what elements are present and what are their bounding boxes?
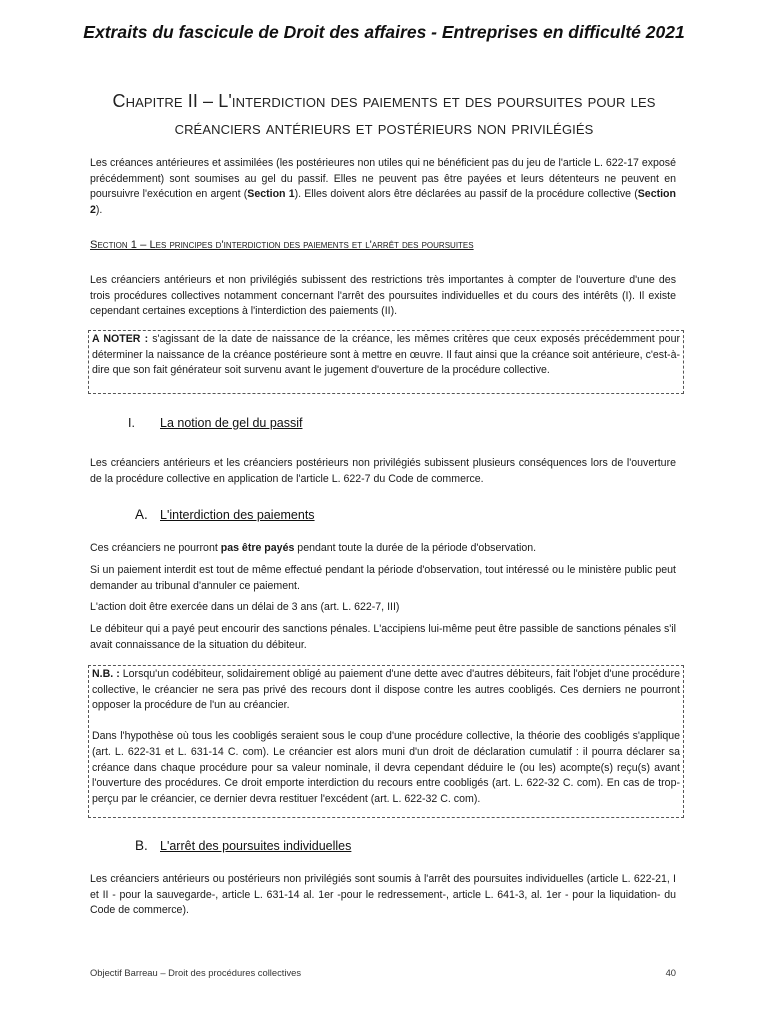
sub-a-paragraph-4: Le débiteur qui a payé peut encourir des sanctions pénales. L'accipiens lui-même peut être passible de sanctions pénales s'il avait connaissance de la situation du débiteur.	[90, 623, 676, 651]
page-number: 40	[665, 967, 676, 978]
part-1-heading: I. La notion de gel du passif	[128, 416, 303, 430]
sub-b-heading: B. L'arrêt des poursuites individuelles	[135, 838, 352, 853]
sub-a-paragraph-1: Ces créanciers ne pourront pas être payés pendant toute la durée de la période d'observation.	[90, 542, 537, 554]
note-box-nb	[88, 665, 684, 818]
running-header: Extraits du fascicule de Droit des affaires - Entreprises en difficulté 2021	[83, 22, 685, 42]
footer-source: Objectif Barreau – Droit des procédures collectives	[90, 967, 302, 978]
sub-a-paragraph-2: Si un paiement interdit est tout de même effectué pendant la période d'observation, tout intéressé ou le ministère public peut demander au tribunal d'annuler ce paiement.	[90, 564, 676, 592]
sub-b-paragraph-1: Les créanciers antérieurs ou postérieurs non privilégiés sont soumis à l'arrêt des poursuites individuelles (article L. 622-21, I et II - pour la sauvegarde-, article L. 631-14 al. 1er -pour le redressement-, article L. 641-3, al. 1er - pour la liquidation- du Code de commerce).	[90, 873, 676, 917]
nb-paragraph-1: N.B. : Lorsqu'un codébiteur, solidairement obligé au paiement d'une dette avec d'autres débiteurs, fait l'objet d'une procédure collective, le créancier ne sera pas privé des recours dont il dispose contre les autres coobligés. Ces derniers ne pourront opposer la procédure de l'un au créancier.	[92, 668, 680, 712]
intro-paragraph: Les créances antérieures et assimilées (les postérieures non utiles qui ne bénéficient pas du jeu de l'article L. 622-17 exposé précédemment) sont soumises au gel du passif. Elles ne peuvent pas être payées et leurs détenteurs ne peuvent en poursuivre l'exécution en argent (Section 1). Elles doivent alors être déclarées au passif de la procédure collective (Section 2).	[90, 157, 676, 216]
nb-paragraph-2: Dans l'hypothèse où tous les coobligés seraient sous le coup d'une procédure collective, la théorie des coobligés s'applique (art. L. 622-31 et L. 631-14 C. com). Le créancier est alors muni d'un droit de déclaration cumulatif : il pourra déclarer sa créance dans chaque procédure pour sa valeur nominale, il devra cependant déduire le (ou les) acompte(s) reçu(s) avant l'ouverture des procédures. Ce droit emporte interdiction du recours entre coobligés (art. L. 622-32 C. com). En cas de trop-perçu par le créancier, ce dernier devra restituer l'excédent (art. L. 622-32 C. com).	[92, 730, 680, 805]
sub-a-paragraph-3: L'action doit être exercée dans un délai de 3 ans (art. L. 622-7, III)	[90, 601, 400, 613]
part-1-intro: Les créanciers antérieurs et les créanciers postérieurs non privilégiés subissent plusieurs conséquences lors de l'ouverture de la procédure collective en application de l'article L. 622-7 du Code de commerce.	[90, 457, 676, 485]
section-1-intro: Les créanciers antérieurs et non privilégiés subissent des restrictions très importantes à compter de l'ouverture d'une des trois procédures collectives notamment concernant l'arrêt des poursuites individuelles et du cours des intérêts (I). Il existe cependant certaines exceptions à l'interdiction des paiements (II).	[90, 274, 676, 318]
note-label: A NOTER :	[92, 333, 149, 345]
note-box-a-noter: A NOTER : s'agissant de la date de naissance de la créance, les mêmes critères que ceux exposés précédemment pour déterminer la naissance de la créance postérieure sont à mettre en œuvre. Il faut ainsi que la créance soit antérieure, c'est-à-dire que son fait générateur soit survenu avant le jugement d'ouverture de la procédure collective.	[88, 330, 684, 394]
sub-a-heading: A. L'interdiction des paiements	[135, 507, 315, 522]
chapter-title: Chapitre II – L'interdiction des paiements et des poursuites pour les créanciers antérieurs et postérieurs non privilégiés	[112, 91, 656, 138]
section-1-reference: Section 1	[247, 188, 295, 201]
section-1-title: Section 1 – Les principes d'interdiction des paiements et l'arrêt des poursuites	[90, 239, 474, 251]
section-2-reference: Section 2	[90, 188, 676, 216]
note-label: N.B. :	[92, 668, 120, 680]
